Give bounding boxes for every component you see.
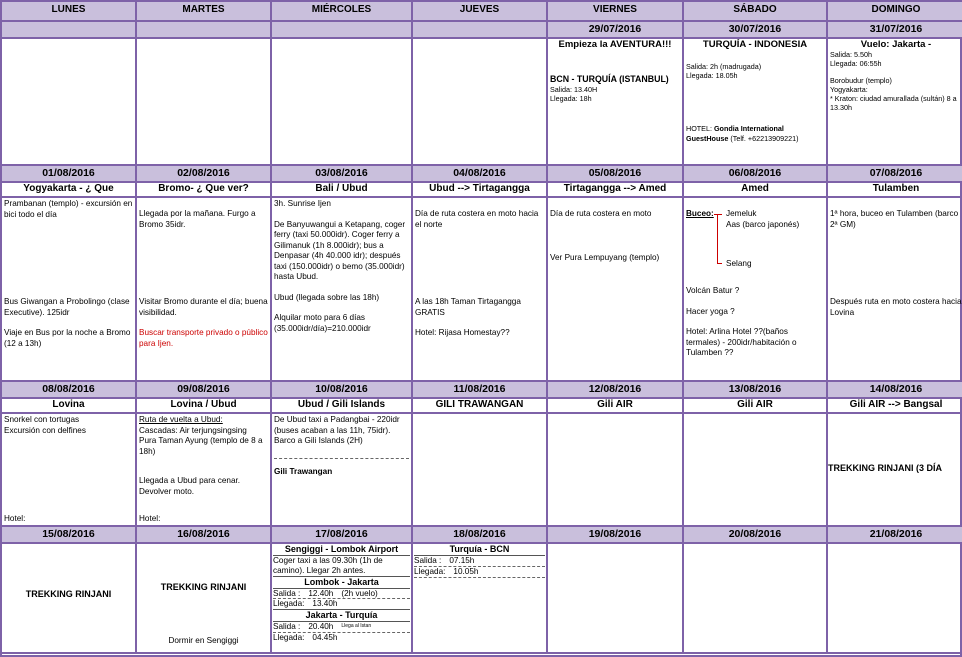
activity-text: Ruta de vuelta a Ubud:: [139, 415, 223, 424]
day-title: Bali / Ubud: [272, 183, 413, 198]
date-cell: 14/08/2016: [828, 382, 962, 399]
activity-text: Bus Giwangan a Probolingo (clase Executive). 125idr: [4, 297, 130, 317]
day-cell-16-08: [137, 544, 272, 654]
dive-site: Selang: [726, 259, 752, 268]
activity-text: TREKKING RINJANI: [160, 582, 247, 592]
day-title: Gili AIR: [548, 399, 684, 414]
arrival-time: Llegada: 18h: [550, 93, 592, 103]
segment-title: Jakarta - Turquía: [273, 610, 410, 622]
day-header-domingo: DOMINGO: [828, 2, 962, 22]
day-header-viernes: VIERNES: [548, 2, 684, 22]
day-title: Vuelo: Jakarta -: [860, 39, 932, 50]
date-cell: 01/08/2016: [2, 166, 137, 183]
hotel-label: HOTEL:: [686, 124, 712, 133]
date-cell: 06/08/2016: [684, 166, 828, 183]
day-header-martes: MARTES: [137, 2, 272, 22]
activity-text: Hotel: Rijasa Homestay??: [415, 328, 510, 337]
departure-row: [414, 556, 545, 567]
arrival-time: Llegada: 06:55h: [830, 59, 882, 68]
day-header-miercoles: MIÉRCOLES: [272, 2, 413, 22]
hotel-label: Hotel:: [139, 513, 161, 523]
hotel-phone: (Telf. +62213909221): [730, 134, 799, 143]
day-cell-20-08: [684, 544, 828, 654]
hotel-label: Hotel:: [4, 513, 26, 523]
date-cell: 08/08/2016: [2, 382, 137, 399]
day-cell-08-08: [2, 414, 137, 527]
day-cell-06-08: [684, 198, 828, 382]
day-cell-30-07: [684, 39, 828, 166]
arrival-label: Llegada:: [414, 566, 446, 576]
activity-text: Yogyakarta:: [830, 85, 868, 94]
arrival-row: [273, 633, 410, 643]
date-cell: 10/08/2016: [272, 382, 413, 399]
date-cell: 07/08/2016: [828, 166, 962, 183]
activity-text: 3h. Sunrise Ijen: [274, 199, 331, 208]
departure-time: 12.40h: [308, 588, 334, 598]
date-cell: 21/08/2016: [828, 527, 962, 544]
date-cell: 04/08/2016: [413, 166, 548, 183]
date-cell: [2, 22, 137, 39]
dive-site: Aas (barco japonés): [726, 220, 800, 229]
activity-text: Día de ruta costera en moto: [550, 209, 652, 218]
day-header-sabado: SÁBADO: [684, 2, 828, 22]
activity-text: Pura Taman Ayung (templo de 8 a 18h): [139, 436, 263, 456]
day-cell-04-08: [413, 198, 548, 382]
dive-label: Buceo:: [686, 209, 714, 218]
day-cell-02-08: [137, 198, 272, 382]
activity-text: Alquilar moto para 6 días (35.000idr/día)=210.000idr: [274, 313, 371, 333]
day-cell-31-07: [828, 39, 962, 166]
activity-text: Excursión con delfines: [4, 425, 86, 435]
date-cell: 02/08/2016: [137, 166, 272, 183]
arrival-time: 10.05h: [453, 566, 479, 576]
date-cell: 13/08/2016: [684, 382, 828, 399]
segment-title: Turquía - BCN: [414, 544, 545, 556]
segment-title: Sengiggi - Lombok Airport: [273, 544, 410, 556]
departure-time: Salida: 13.40H: [550, 84, 598, 94]
date-cell: 12/08/2016: [548, 382, 684, 399]
date-cell: 11/08/2016: [413, 382, 548, 399]
activity-text: Gili Trawangan: [274, 466, 333, 476]
activity-text: Ver Pura Lempuyang (templo): [550, 252, 660, 262]
date-cell: 16/08/2016: [137, 527, 272, 544]
activity-text: Hotel: Arlina Hotel ??(baños termales) - 200idr/habitación o Tulamben ??: [686, 327, 797, 357]
activity-text: De Banyuwangui a Ketapang, coger ferry (taxi 50.000idr). Coger ferry a Gilimanuk (1h 8.000idr); bus a Denpasar (4h 40.000 idr); después taxi (150.000idr) o bemo (35.000idr) hasta Ubud.: [274, 219, 406, 281]
day-cell-17-08: [272, 544, 413, 654]
date-cell: [413, 22, 548, 39]
day-cell-11-08: [413, 414, 548, 527]
date-cell: 18/08/2016: [413, 527, 548, 544]
day-title: Lovina / Ubud: [137, 399, 272, 414]
day-cell-09-08: [137, 414, 272, 527]
activity-text: Borobudur (templo): [830, 76, 892, 85]
hotel-name: Gondia International GuestHouse: [686, 124, 784, 143]
date-cell: [137, 22, 272, 39]
arrival-label: Llegada:: [273, 599, 305, 609]
bracket-mark: [717, 214, 722, 264]
departure-label: Salida :: [273, 622, 301, 632]
day-title: Amed: [684, 183, 828, 198]
dive-site: Jemeluk: [726, 209, 757, 218]
flight-note: Llega al Istan: [341, 623, 372, 630]
arrival-label: Llegada:: [273, 632, 305, 642]
day-header-lunes: LUNES: [2, 2, 137, 22]
day-cell-10-08: [272, 414, 413, 527]
day-title: Lovina: [2, 399, 137, 414]
day-title: Gili AIR --> Bangsal: [828, 399, 962, 414]
flight-route: BCN - TURQUÍA (ISTANBUL): [550, 74, 669, 84]
activity-text: TREKKING RINJANI (3 DÍA: [828, 463, 943, 473]
day-cell-empty: [272, 39, 413, 166]
day-cell-empty: [137, 39, 272, 166]
day-title: Empieza la AVENTURA!!!: [558, 39, 672, 50]
activity-text: Después ruta en moto costera hacia Lovina: [830, 297, 962, 317]
date-cell: 15/08/2016: [2, 527, 137, 544]
day-cell-03-08: [272, 198, 413, 382]
day-cell-05-08: [548, 198, 684, 382]
date-cell: 29/07/2016: [548, 22, 684, 39]
activity-text: Buscar transporte privado o público para Ijen.: [139, 328, 268, 348]
departure-time: Salida: 2h (madrugada): [686, 62, 762, 71]
date-cell: 09/08/2016: [137, 382, 272, 399]
departure-label: Salida :: [273, 588, 301, 598]
activity-text: Coger taxi a las 09.30h (1h de camino). Llegar 2h antes.: [273, 556, 410, 577]
activity-text: De Ubud taxi a Padangbai - 220idr (buses acaban a las 11h, 75idr). Barco a Gili Islands (2H): [274, 415, 400, 445]
day-cell-21-08: [828, 544, 962, 654]
arrival-time: 13.40h: [312, 599, 338, 609]
departure-time: Salida: 5.50h: [830, 50, 872, 59]
day-title: Bromo- ¿ Que ver?: [137, 183, 272, 198]
departure-time: 07.15h: [449, 556, 475, 565]
activity-text: Prambanan (templo) - excursión en bici todo el día: [4, 199, 133, 219]
date-cell: [272, 22, 413, 39]
activity-text: A las 18h Taman Tirtagangga GRATIS: [415, 297, 521, 317]
day-cell-empty: [413, 39, 548, 166]
date-cell: 30/07/2016: [684, 22, 828, 39]
day-title: TURQUÍA - INDONESIA: [702, 39, 808, 50]
day-cell-18-08: [413, 544, 548, 654]
day-title: GILI TRAWANGAN: [413, 399, 548, 414]
activity-text: Cascadas: Air terjungsingsing: [139, 425, 247, 435]
day-cell-empty: [2, 39, 137, 166]
activity-text: 1ª hora, buceo en Tulamben (barco 2ª GM): [830, 209, 959, 229]
day-title: Yogyakarta - ¿ Que: [2, 183, 137, 198]
date-cell: 05/08/2016: [548, 166, 684, 183]
departure-time: 20.40h: [308, 622, 334, 632]
activity-text: * Kraton: ciudad amurallada (sultán) 8 a 13.30h: [830, 94, 957, 112]
day-cell-13-08: [684, 414, 828, 527]
activity-text: Llegada a Ubud para cenar. Devolver moto.: [139, 476, 241, 496]
day-cell-15-08: [2, 544, 137, 654]
arrival-row: [414, 567, 545, 578]
day-title: Ubud --> Tirtagangga: [413, 183, 548, 198]
day-cell-01-08: [2, 198, 137, 382]
activity-text: Snorkel con tortugas: [4, 415, 80, 424]
day-header-jueves: JUEVES: [413, 2, 548, 22]
activity-text: Visitar Bromo durante el día; buena visibilidad.: [139, 297, 268, 317]
activity-text: Día de ruta costera en moto hacia el norte: [415, 209, 539, 229]
day-title: Tirtagangga --> Amed: [548, 183, 684, 198]
date-cell: 31/07/2016: [828, 22, 962, 39]
arrival-time: 04.45h: [312, 632, 338, 642]
activity-text: TREKKING RINJANI: [25, 589, 112, 599]
activity-text: Volcán Batur ?: [686, 286, 740, 295]
dive-sites: [686, 209, 824, 269]
arrival-row: [273, 599, 410, 610]
day-cell-12-08: [548, 414, 684, 527]
hotel-info: [686, 124, 824, 144]
activity-text: Llegada por la mañana. Furgo a Bromo 35idr.: [139, 209, 256, 229]
day-cell-07-08: [828, 198, 962, 382]
day-cell-14-08: [828, 414, 962, 527]
segment-title: Lombok - Jakarta: [273, 577, 410, 589]
date-cell: 17/08/2016: [272, 527, 413, 544]
activity-text: Viaje en Bus por la noche a Bromo (12 a 13h): [4, 328, 131, 348]
departure-label: Salida :: [414, 556, 442, 565]
day-title: Gili AIR: [684, 399, 828, 414]
day-title: Tulamben: [828, 183, 962, 198]
day-cell-29-07: [548, 39, 684, 166]
activity-text: Ubud (llegada sobre las 18h): [274, 292, 380, 302]
day-title: Ubud / Gili Islands: [272, 399, 413, 414]
departure-row: [273, 622, 410, 633]
date-cell: 20/08/2016: [684, 527, 828, 544]
activity-text: Hacer yoga ?: [686, 306, 735, 316]
flight-note: (2h vuelo): [341, 588, 378, 598]
arrival-time: Llegada: 18.05h: [686, 71, 738, 80]
activity-text: Dormir en Sengiggi: [168, 635, 239, 645]
day-cell-19-08: [548, 544, 684, 654]
date-cell: 19/08/2016: [548, 527, 684, 544]
date-cell: 03/08/2016: [272, 166, 413, 183]
departure-row: [273, 589, 410, 600]
